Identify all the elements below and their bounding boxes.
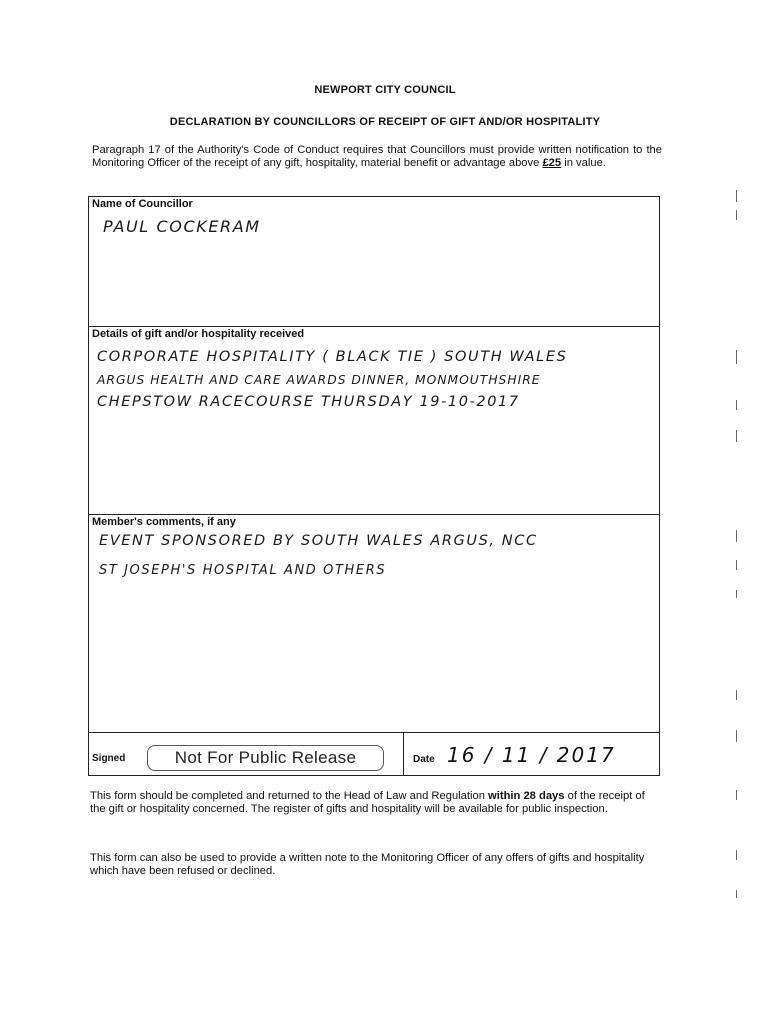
footer-paragraph-2: This form can also be used to provide a written note to the Monitoring Officer of any offers of gifts and hospitality which have been refused or declined. <box>90 852 645 877</box>
councillor-name-label: Name of Councillor <box>92 198 193 210</box>
signature-cell <box>89 733 404 776</box>
councillor-name-section <box>89 197 659 327</box>
member-comments-line-1: EVENT SPONSORED BY SOUTH WALES ARGUS, NCC <box>99 533 538 549</box>
date-label: Date <box>413 754 435 765</box>
footer-p1-deadline: within 28 days <box>488 790 565 802</box>
signature-date-row <box>89 733 659 776</box>
gift-details-label: Details of gift and/or hospitality received <box>92 328 305 340</box>
form-title: DECLARATION BY COUNCILLORS OF RECEIPT OF GIFT AND/OR HOSPITALITY <box>169 116 601 128</box>
footer-p1-before: This form should be completed and returned to the Head of Law and Regulation <box>90 790 489 802</box>
footer-paragraph-1 <box>90 790 660 816</box>
council-name: NEWPORT CITY COUNCIL <box>314 84 456 96</box>
gift-details-line-3: CHEPSTOW RACECOURSE THURSDAY 19-10-2017 <box>97 394 520 410</box>
gift-details-line-2: ARGUS HEALTH AND CARE AWARDS DINNER, MONMOUTHSHIRE <box>97 373 541 387</box>
date-value: 16 / 11 / 2017 <box>447 743 616 767</box>
gift-details-section <box>89 327 659 515</box>
member-comments-label: Member's comments, if any <box>92 516 236 528</box>
member-comments-section <box>89 515 659 733</box>
councillor-name-value: PAUL COCKERAM <box>103 217 261 236</box>
declaration-form <box>88 196 660 776</box>
footer-p1-after: of the receipt of the gift or hospitality concerned. The register of gifts and hospitality will be available for public inspection. <box>90 790 645 815</box>
gift-threshold-amount: £25 <box>542 157 562 169</box>
signed-label: Signed <box>92 753 126 764</box>
intro-text-after: in value. <box>561 157 606 169</box>
intro-paragraph <box>92 144 662 170</box>
intro-text-before: Paragraph 17 of the Authority's Code of Conduct requires that Councillors must provide written notification to the Monitoring Officer of the receipt of any gift, hospitality, material benefit or advantage above <box>92 144 662 169</box>
scan-edge-marks <box>736 190 739 910</box>
member-comments-line-2: ST JOSEPH'S HOSPITAL AND OTHERS <box>99 563 387 578</box>
gift-details-line-1: CORPORATE HOSPITALITY ( BLACK TIE ) SOUTH WALES <box>97 349 568 365</box>
not-for-public-release-stamp: Not For Public Release <box>147 745 384 771</box>
